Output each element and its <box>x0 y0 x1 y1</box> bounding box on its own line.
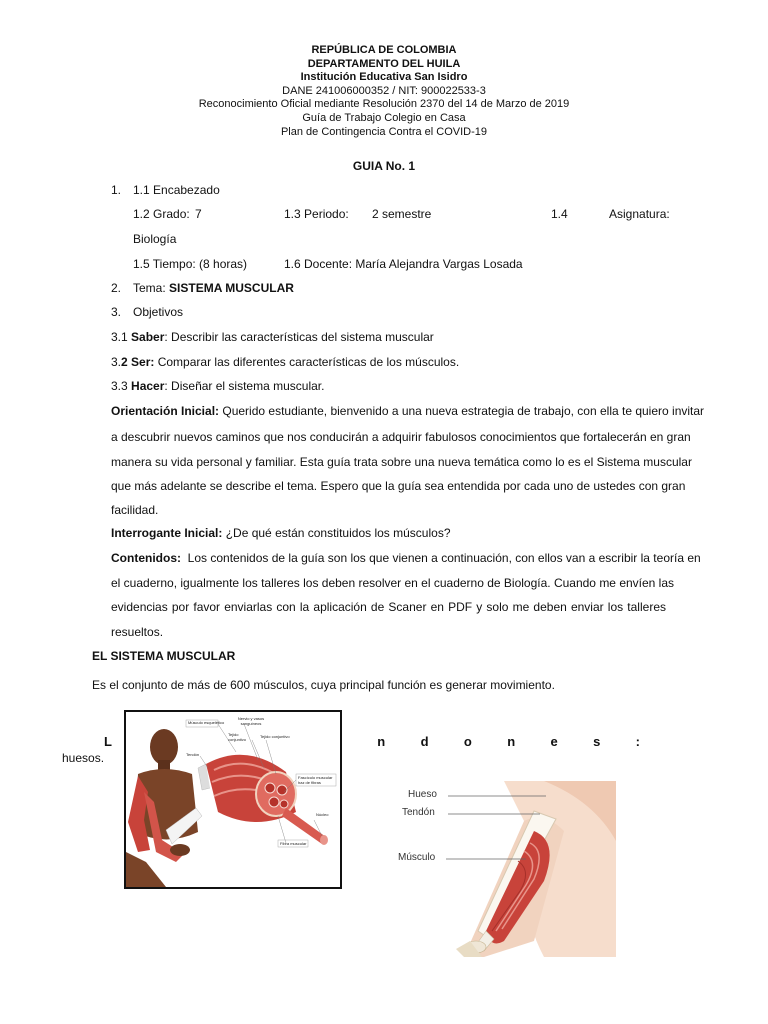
header-resolution: Reconocimiento Oficial mediante Resolución 2370 del 14 de Marzo de 2019 <box>198 98 570 111</box>
figure1-label: Fascículo muscular haz de fibras <box>298 775 333 785</box>
tema-value: SISTEMA MUSCULAR <box>169 281 294 295</box>
objective-number: 3. <box>111 355 122 369</box>
muscle-anatomy-figure <box>124 710 342 889</box>
objective-key: Saber <box>131 330 165 344</box>
objective-text: : Diseñar el sistema muscular. <box>164 379 325 393</box>
header-plan: Plan de Contingencia Contra el COVID-19 <box>280 125 488 138</box>
objective-key: Hacer <box>131 379 165 393</box>
header-guide-type: Guía de Trabajo Colegio en Casa <box>302 111 466 124</box>
periodo-label: 1.3 Periodo: <box>284 207 349 221</box>
objective-saber <box>111 330 434 344</box>
figure2-label-hueso: Hueso <box>408 789 437 800</box>
spread-letter: o <box>463 734 472 749</box>
header-department: DEPARTAMENTO DEL HUILA <box>307 57 461 70</box>
list-number-2: 2. <box>111 281 122 295</box>
figure1-label: Tejido conjuntivo <box>260 734 290 739</box>
list-number-1: 1. <box>111 183 122 197</box>
orientacion-line-1 <box>111 404 705 418</box>
orientacion-line-2: a descubrir nuevos caminos que nos conducirán a adquirir fabulosos conocimientos que fortalecerán en gran <box>111 430 691 444</box>
list-number-3: 3. <box>111 305 122 319</box>
contenidos-text: Los contenidos de la guía son los que vienen a continuación, con ellos van a escribir la teoría en <box>187 551 701 565</box>
tema-label: Tema: <box>133 281 166 295</box>
figure2-label-musculo: Músculo <box>398 852 436 863</box>
orientacion-line-3: manera su vida personal y familiar. Esta guía trata sobre una nueva temática como lo es el Sistema muscular <box>111 455 692 469</box>
figure1-label: Tendón <box>186 752 200 757</box>
header-institution: Institución Educativa San Isidro <box>300 71 468 84</box>
grado-value: 7 <box>195 207 202 221</box>
contenidos-line-4: resueltos. <box>111 625 164 639</box>
contenidos-line-1 <box>111 551 701 565</box>
asignatura-label: Asignatura: <box>609 207 670 221</box>
spread-letter: L <box>104 734 112 749</box>
objective-text: Comparar las diferentes características de los músculos. <box>157 355 460 369</box>
asignatura-number: 1.4 <box>551 207 568 221</box>
spread-letter: n <box>377 734 386 749</box>
section-intro: Es el conjunto de más de 600 músculos, cuya principal función es generar movimiento. <box>92 678 555 692</box>
grado-label: 1.2 Grado: <box>133 207 190 221</box>
objective-text: : Describir las características del sistema muscular <box>164 330 434 344</box>
objetivos: Objetivos <box>133 305 184 319</box>
figure1-label: Fibra muscular <box>280 841 307 846</box>
periodo-value: 2 semestre <box>372 207 432 221</box>
objective-hacer <box>111 379 324 393</box>
huesos-text: huesos. <box>62 751 105 765</box>
spread-letter: e <box>550 734 558 749</box>
interrogante <box>111 526 451 540</box>
header-country: REPÚBLICA DE COLOMBIA <box>311 44 457 56</box>
figure1-label: Nervio y vasos sanguíneos <box>237 716 265 726</box>
interrogante-label: Interrogante Inicial: <box>111 526 223 540</box>
orientacion-text: Querido estudiante, bienvenido a una nueva estrategia de trabajo, con ella te quiero invitar <box>222 404 705 418</box>
orientacion-label: Orientación Inicial: <box>111 404 220 418</box>
orientacion-line-5: facilidad. <box>111 503 159 517</box>
document-header <box>0 44 768 139</box>
asignatura-value: Biología <box>133 232 177 246</box>
spread-letter: : <box>635 734 640 749</box>
objective-number: 3.3 <box>111 379 128 393</box>
section-title: EL SISTEMA MUSCULAR <box>92 649 236 663</box>
header-dane: DANE 241006000352 / NIT: 900022533-3 <box>282 84 486 97</box>
spread-letter: s <box>593 734 601 749</box>
figure1-label: Músculo esquelético <box>188 720 225 725</box>
guide-title: GUIA No. 1 <box>352 159 416 173</box>
contenidos-line-2: el cuaderno, igualmente los talleres los deben resolver en el cuaderno de Biología. Cuando me envíen las <box>111 576 675 590</box>
objective-number: 3.1 <box>111 330 128 344</box>
docente: 1.6 Docente: María Alejandra Vargas Losada <box>284 257 523 271</box>
figure1-label: Tejido conjuntivo <box>228 732 247 742</box>
spread-letter: d <box>420 734 429 749</box>
contenidos-line-3: evidencias por favor enviarlas con la aplicación de Scaner en PDF y solo me deben enviar los talleres <box>111 600 666 614</box>
orientacion-line-4: que más adelante se describe el tema. Espero que la guía sea entendida por cada uno de ustedes con gran <box>111 479 686 493</box>
figure1-label: Núcleo <box>316 812 329 817</box>
objective-key: 2 Ser: <box>121 355 155 369</box>
tema <box>133 281 294 295</box>
tiempo: 1.5 Tiempo: (8 horas) <box>133 257 248 271</box>
objective-ser <box>111 355 459 369</box>
contenidos-label: Contenidos: <box>111 551 181 565</box>
encabezado: 1.1 Encabezado <box>133 183 220 197</box>
arm-muscle-figure <box>394 781 616 957</box>
interrogante-text: ¿De qué están constituidos los músculos? <box>225 526 451 540</box>
spread-letter: n <box>507 734 516 749</box>
figure2-label-tendon: Tendón <box>402 807 435 818</box>
